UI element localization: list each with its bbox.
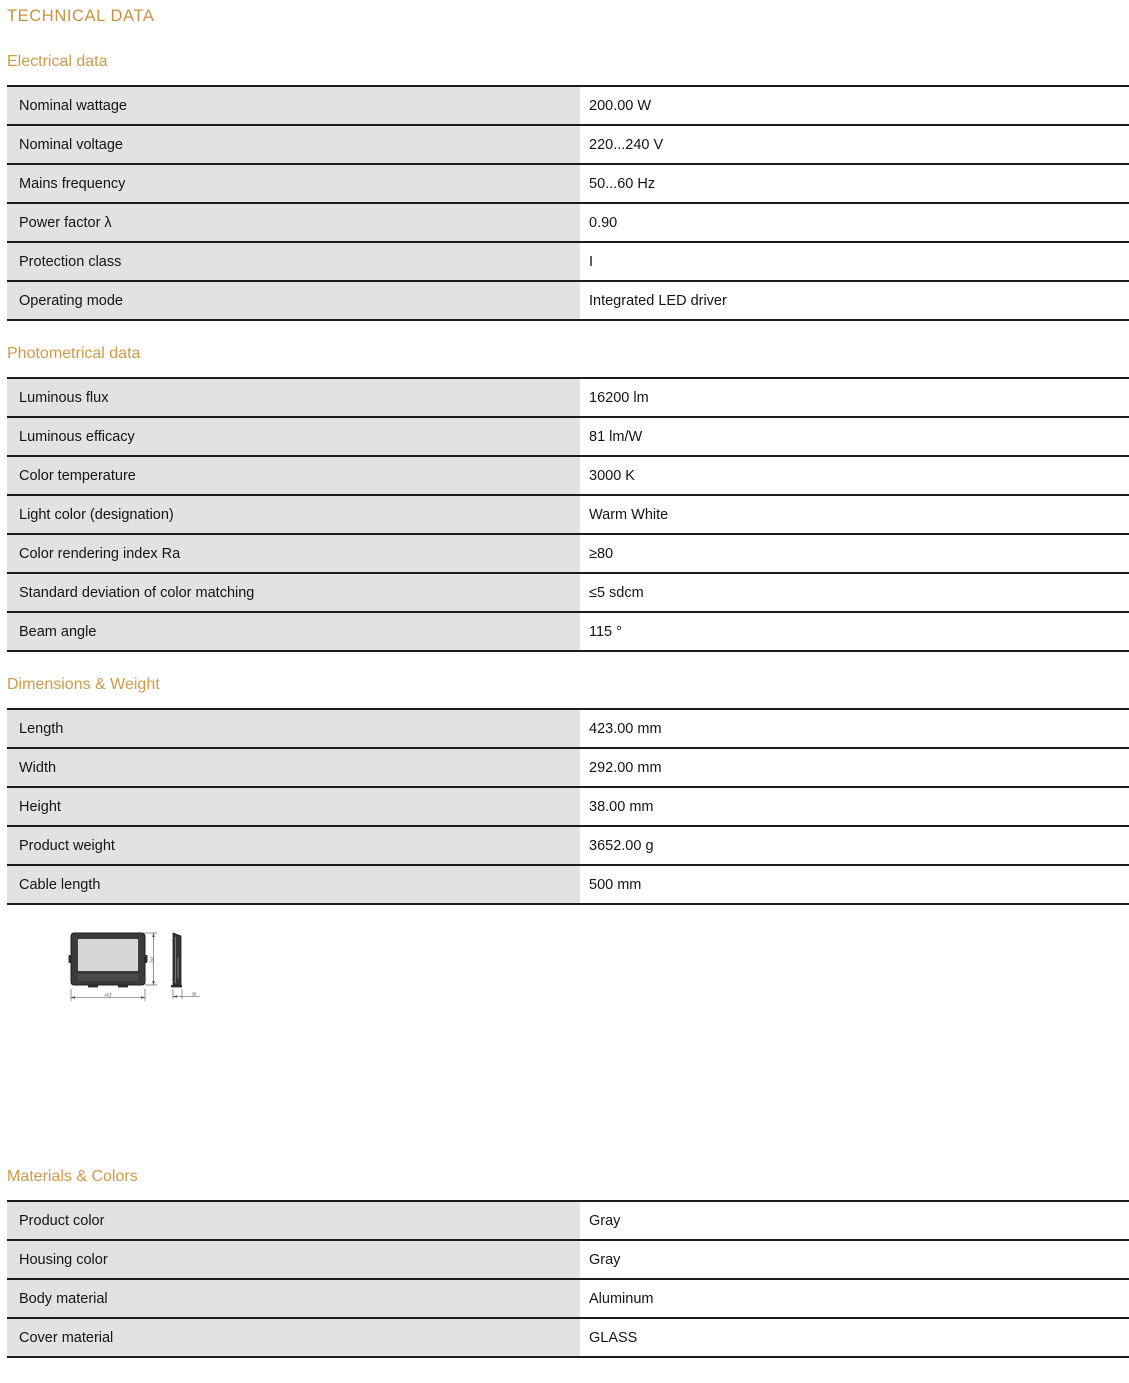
row-value: 292.00 mm [580, 748, 1129, 787]
section-heading-photometrical: Photometrical data [7, 345, 141, 362]
table-row [7, 125, 1129, 164]
spacer [0, 72, 1129, 85]
table-dimensions-weight [7, 708, 1129, 905]
row-value: 220...240 V [580, 125, 1129, 164]
row-value: 3652.00 g [580, 826, 1129, 865]
row-label: Length [7, 709, 580, 748]
table-body [7, 86, 1129, 320]
row-label: Mains frequency [7, 164, 580, 203]
row-label: Nominal voltage [7, 125, 580, 164]
row-label: Nominal wattage [7, 86, 580, 125]
row-value: 423.00 mm [580, 709, 1129, 748]
row-label: Luminous efficacy [7, 417, 580, 456]
row-value: GLASS [580, 1318, 1129, 1357]
table-row [7, 1318, 1129, 1357]
row-value: 500 mm [580, 865, 1129, 904]
row-label: Cable length [7, 865, 580, 904]
row-value: ≤5 sdcm [580, 573, 1129, 612]
table-row [7, 456, 1129, 495]
row-value: ≥80 [580, 534, 1129, 573]
front-view-width-label: 423 [104, 992, 112, 998]
table-electrical-data [7, 85, 1129, 321]
table-row [7, 612, 1129, 651]
table-row [7, 573, 1129, 612]
row-label: Body material [7, 1279, 580, 1318]
table-row [7, 495, 1129, 534]
table-row [7, 1201, 1129, 1240]
table-row [7, 164, 1129, 203]
section-heading-materials: Materials & Colors [7, 1168, 138, 1185]
row-label: Product weight [7, 826, 580, 865]
spacer [0, 695, 1129, 708]
table-row [7, 1279, 1129, 1318]
row-value: Warm White [580, 495, 1129, 534]
table-row [7, 417, 1129, 456]
row-value: 50...60 Hz [580, 164, 1129, 203]
row-value: 3000 K [580, 456, 1129, 495]
spacer [0, 1187, 1129, 1200]
side-view-depth-label: 38 [191, 991, 197, 997]
table-row [7, 1240, 1129, 1279]
row-label: Power factor λ [7, 203, 580, 242]
table-row [7, 865, 1129, 904]
row-value: Gray [580, 1201, 1129, 1240]
row-value: 200.00 W [580, 86, 1129, 125]
table-materials-colors [7, 1200, 1129, 1358]
table-row [7, 203, 1129, 242]
row-label: Protection class [7, 242, 580, 281]
row-label: Cover material [7, 1318, 580, 1357]
row-value: Gray [580, 1240, 1129, 1279]
section-heading-dimensions: Dimensions & Weight [7, 676, 160, 693]
table-row [7, 534, 1129, 573]
row-label: Luminous flux [7, 378, 580, 417]
row-label: Color temperature [7, 456, 580, 495]
table-row [7, 86, 1129, 125]
row-label: Light color (designation) [7, 495, 580, 534]
spacer [0, 364, 1129, 377]
table-row [7, 378, 1129, 417]
dimension-drawing-area [0, 905, 1129, 1167]
row-value: 81 lm/W [580, 417, 1129, 456]
table-row [7, 281, 1129, 320]
table-row [7, 242, 1129, 281]
section-heading-electrical: Electrical data [7, 53, 108, 70]
table-row [7, 787, 1129, 826]
row-label: Height [7, 787, 580, 826]
row-value: 38.00 mm [580, 787, 1129, 826]
row-value: Integrated LED driver [580, 281, 1129, 320]
row-value: 16200 lm [580, 378, 1129, 417]
row-value: 0.90 [580, 203, 1129, 242]
row-value: I [580, 242, 1129, 281]
row-value: Aluminum [580, 1279, 1129, 1318]
spacer [0, 26, 1129, 52]
table-row [7, 826, 1129, 865]
row-label: Product color [7, 1201, 580, 1240]
floodlight-dimension-drawing-icon [55, 919, 225, 1019]
row-label: Width [7, 748, 580, 787]
row-label: Color rendering index Ra [7, 534, 580, 573]
row-value: 115 ° [580, 612, 1129, 651]
row-label: Housing color [7, 1240, 580, 1279]
front-view-height-label: 292 [149, 956, 155, 964]
table-body [7, 709, 1129, 904]
table-body [7, 1201, 1129, 1357]
table-photometrical-data [7, 377, 1129, 652]
table-row [7, 709, 1129, 748]
row-label: Standard deviation of color matching [7, 573, 580, 612]
row-label: Beam angle [7, 612, 580, 651]
page-title: TECHNICAL DATA [7, 7, 155, 25]
spacer [0, 321, 1129, 344]
row-label: Operating mode [7, 281, 580, 320]
table-row [7, 748, 1129, 787]
spacer [0, 652, 1129, 675]
table-body [7, 378, 1129, 651]
